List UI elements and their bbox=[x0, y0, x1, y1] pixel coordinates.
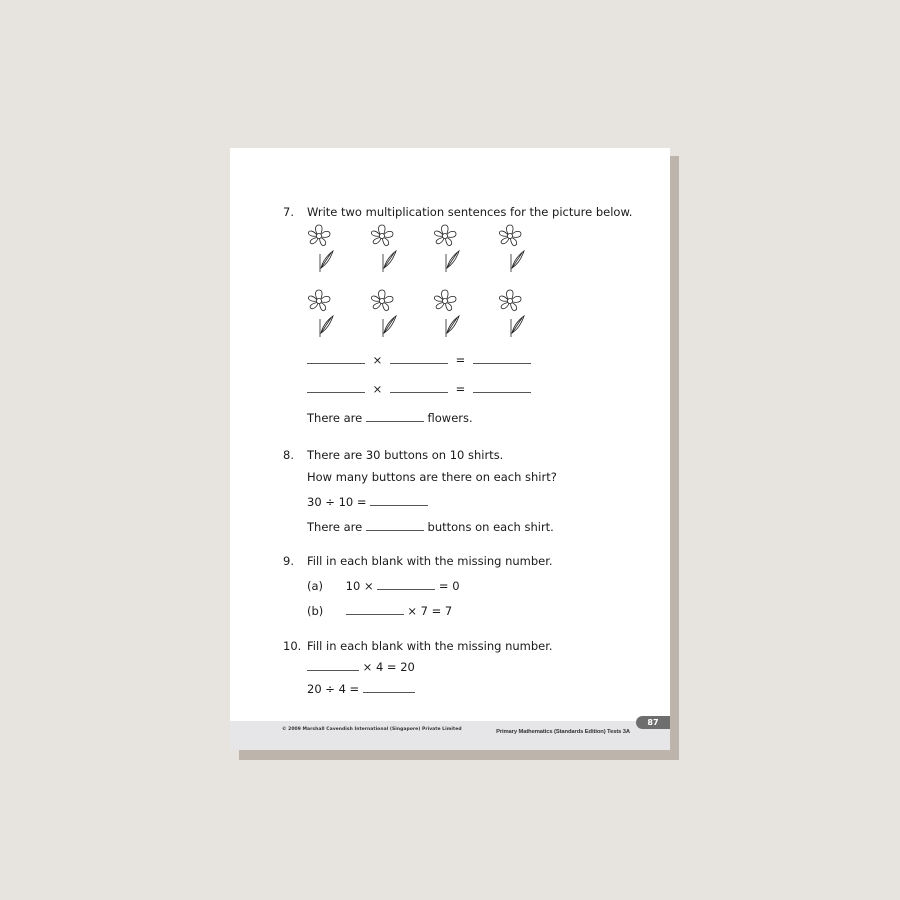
question-number: 9. bbox=[283, 554, 294, 568]
answer-blank[interactable] bbox=[363, 682, 415, 693]
flower-icon bbox=[368, 289, 400, 337]
copyright-text: © 2009 Marshall Cavendish International (Singapore) Private Limited bbox=[282, 727, 462, 732]
question-text-line-2: How many buttons are there on each shirt? bbox=[307, 470, 557, 484]
part-label: (a) bbox=[307, 579, 324, 593]
flower-icon bbox=[368, 224, 400, 272]
question-text: There are 30 buttons on 10 shirts. bbox=[307, 448, 504, 462]
page-footer bbox=[230, 721, 670, 750]
question-text: Fill in each blank with the missing number. bbox=[307, 639, 553, 653]
part-before: 10 × bbox=[345, 579, 374, 593]
answer-blank[interactable] bbox=[377, 579, 435, 590]
answer-blank[interactable] bbox=[307, 353, 365, 364]
part-b bbox=[307, 604, 452, 618]
answer-suffix: flowers. bbox=[427, 411, 473, 425]
worksheet-page bbox=[230, 148, 670, 750]
equals-sign: = bbox=[455, 382, 466, 396]
times-sign: × bbox=[372, 353, 383, 367]
part-after: = 0 bbox=[438, 579, 460, 593]
part-a bbox=[307, 579, 460, 593]
question-number: 8. bbox=[283, 448, 294, 462]
answer-prefix: There are bbox=[307, 411, 363, 425]
equation-text: 30 ÷ 10 = bbox=[307, 495, 367, 509]
answer-blank[interactable] bbox=[366, 411, 424, 422]
question-text: Write two multiplication sentences for the picture below. bbox=[307, 205, 633, 219]
flower-icon bbox=[305, 289, 337, 337]
book-title: Primary Mathematics (Standards Edition) Tests 3A bbox=[496, 729, 630, 735]
part-after: × 7 = 7 bbox=[407, 604, 453, 618]
flower-icon bbox=[305, 224, 337, 272]
flower-icon bbox=[496, 224, 528, 272]
question-number: 10. bbox=[283, 639, 302, 653]
equation-text: × 4 = 20 bbox=[362, 660, 415, 674]
equals-sign: = bbox=[455, 353, 466, 367]
answer-blank[interactable] bbox=[346, 604, 404, 615]
q10-line-1 bbox=[307, 660, 415, 674]
buttons-answer-line bbox=[307, 520, 554, 534]
part-label: (b) bbox=[307, 604, 324, 618]
multiplication-sentence-1 bbox=[307, 353, 531, 367]
answer-blank[interactable] bbox=[473, 353, 531, 364]
multiplication-sentence-2 bbox=[307, 382, 531, 396]
question-number: 7. bbox=[283, 205, 294, 219]
division-equation bbox=[307, 495, 428, 509]
page-number-badge: 87 bbox=[636, 716, 670, 729]
equation-text: 20 ÷ 4 = bbox=[307, 682, 360, 696]
answer-blank[interactable] bbox=[307, 382, 365, 393]
answer-prefix: There are bbox=[307, 520, 363, 534]
flower-icon bbox=[431, 289, 463, 337]
answer-suffix: buttons on each shirt. bbox=[427, 520, 554, 534]
flower-icon bbox=[496, 289, 528, 337]
answer-blank[interactable] bbox=[307, 660, 359, 671]
q10-line-2 bbox=[307, 682, 415, 696]
question-text: Fill in each blank with the missing number. bbox=[307, 554, 553, 568]
answer-blank[interactable] bbox=[366, 520, 424, 531]
answer-blank[interactable] bbox=[390, 382, 448, 393]
answer-blank[interactable] bbox=[390, 353, 448, 364]
answer-blank[interactable] bbox=[473, 382, 531, 393]
times-sign: × bbox=[372, 382, 383, 396]
flowers-answer-line bbox=[307, 411, 473, 425]
flower-icon bbox=[431, 224, 463, 272]
answer-blank[interactable] bbox=[370, 495, 428, 506]
